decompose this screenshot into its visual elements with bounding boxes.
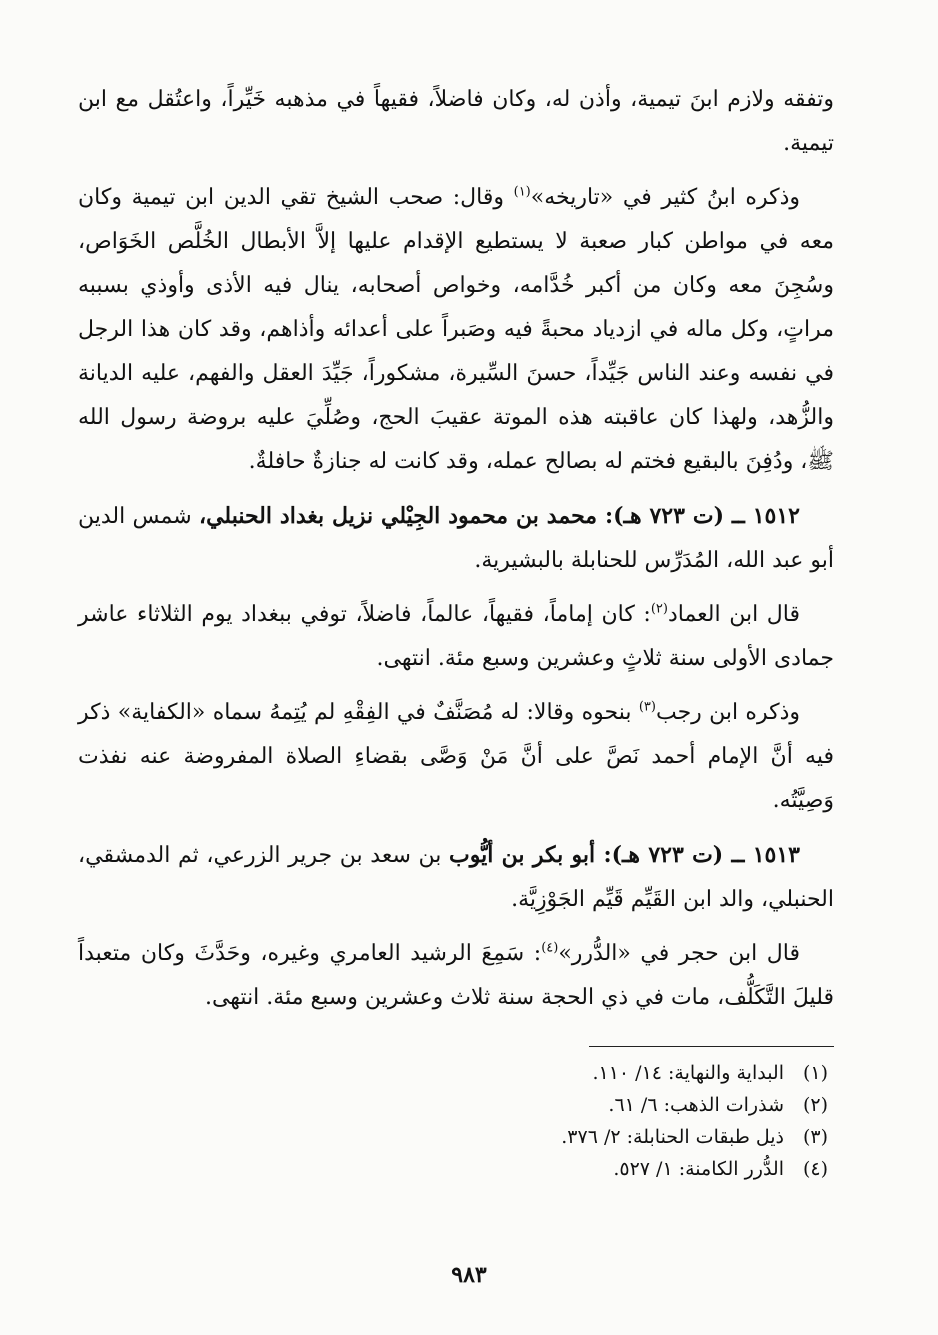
paragraph-text: بنحوه وقالا: له مُصَنَّفٌ في الفِقْهِ لم يُتِمهُ سماه «الكفاية» ذكر فيه أنَّ الإمام أحمد نَصَّ على أنَّ مَنْ وَصَّى بقضاءِ الصلاة المفروضة عنه نفذت وَصِيَّتُه. <box>78 700 834 813</box>
paragraph-text: : كان إماماً، فقيهاً، عالماً، فاضلاً، توفي ببغداد يوم الثلاثاء عاشر جمادى الأولى سنة ثلاثٍ وعشرين وسبع مئة. انتهى. <box>78 602 834 671</box>
entry-1512 <box>78 494 834 583</box>
footnote-text: البداية والنهاية: ١٤/ ١١٠. <box>592 1062 784 1084</box>
paragraph-continuation <box>78 78 834 166</box>
footnote-number: (٢) <box>802 1094 828 1116</box>
paragraph-ibn-al-imad <box>78 593 834 681</box>
footnote-1 <box>78 1057 834 1089</box>
paragraph-text: وقال: صحب الشيخ تقي الدين ابن تيمية وكان معه في مواطن كبار صعبة لا يستطيع الإقدام عليها إلاَّ الأبطال الخُلَّص الخَوَاص، وسُجِنَ معه وكان من أكبر خُدَّامه، وخواص أصحابه، ينال فيه الأذى وأوذي بسببه مراتٍ، وكل ماله في ازدياد محبةً فيه وصَبراً على أعدائه وأذاهم، وقد كان هذا الرجل في نفسه وعند الناس جَيِّداً، حسنَ السِّيرة، مشكوراً، جَيِّدَ العقل والفهم، عليه الديانة والزُّهد، ولهذا كان عاقبته هذه الموتة عقيبَ الحج، وصُلِّيَ عليه بروضة رسول الله ﷺ، ودُفِنَ بالبقيع فختم له بصالح عمله، وقد كانت له جنازةٌ حافلةٌ. <box>78 185 834 474</box>
footnote-ref-1[interactable]: (١) <box>513 184 531 200</box>
page-number: ٩٨٣ <box>451 1262 487 1288</box>
paragraph-ibn-kathir <box>78 176 834 484</box>
entry-1513 <box>78 833 834 922</box>
paragraph-text: قال ابن حجر في «الدُّرر» <box>558 941 801 966</box>
footnote-number: (٤) <box>802 1158 828 1180</box>
paragraph-text: قال ابن العماد <box>667 602 800 627</box>
footnote-3 <box>78 1121 834 1153</box>
paragraph-text: شمس الدين أبو عبد الله، المُدَرِّس للحنابلة بالبشيرية. <box>78 504 834 573</box>
paragraph-text: وذكره ابن رجب <box>655 700 800 725</box>
entry-heading: ١٥١٣ ــ (ت ٧٢٣ هـ): أبو بكر بن أيُّوب <box>449 842 800 868</box>
footnote-number: (٣) <box>802 1126 828 1148</box>
footnote-ref-4[interactable]: (٤) <box>541 940 559 956</box>
footnote-ref-3[interactable]: (٣) <box>638 699 656 715</box>
footnote-text: شذرات الذهب: ٦/ ٦١. <box>608 1094 784 1116</box>
footnote-text: ذيل طبقات الحنابلة: ٢/ ٣٧٦. <box>561 1126 784 1148</box>
footnote-text: الدُّرر الكامنة: ١/ ٥٢٧. <box>613 1158 784 1180</box>
footnote-2 <box>78 1089 834 1121</box>
paragraph-text: بن سعد بن جرير الزرعي، ثم الدمشقي، الحنبلي، والد ابن القَيِّم قَيِّم الجَوْزِيَّة. <box>78 843 834 912</box>
footnote-ref-2[interactable]: (٢) <box>650 601 668 617</box>
footnotes <box>78 1057 834 1185</box>
entry-heading: ١٥١٢ ــ (ت ٧٢٣ هـ): محمد بن محمود الجِيْلي نزيل بغداد الحنبلي، <box>198 503 800 529</box>
footnote-separator <box>589 1046 834 1047</box>
paragraph-text: وتفقه ولازم ابنَ تيمية، وأذن له، وكان فاضلاً، فقيهاً في مذهبه خَيِّراً، واعتُقل مع ابن تيمية. <box>78 87 834 156</box>
paragraph-text: : سَمِعَ الرشيد العامري وغيره، وحَدَّثَ وكان متعبداً قليلَ التَّكَلُّف، مات في ذي الحجة سنة ثلاث وعشرين وسبع مئة. انتهى. <box>78 941 834 1010</box>
paragraph-text: وذكره ابنُ كثير في «تاريخه» <box>530 185 800 210</box>
paragraph-ibn-rajab <box>78 691 834 823</box>
footnote-4 <box>78 1153 834 1185</box>
paragraph-ibn-hajar <box>78 932 834 1020</box>
footnote-number: (١) <box>802 1062 828 1084</box>
book-page <box>78 78 834 1308</box>
